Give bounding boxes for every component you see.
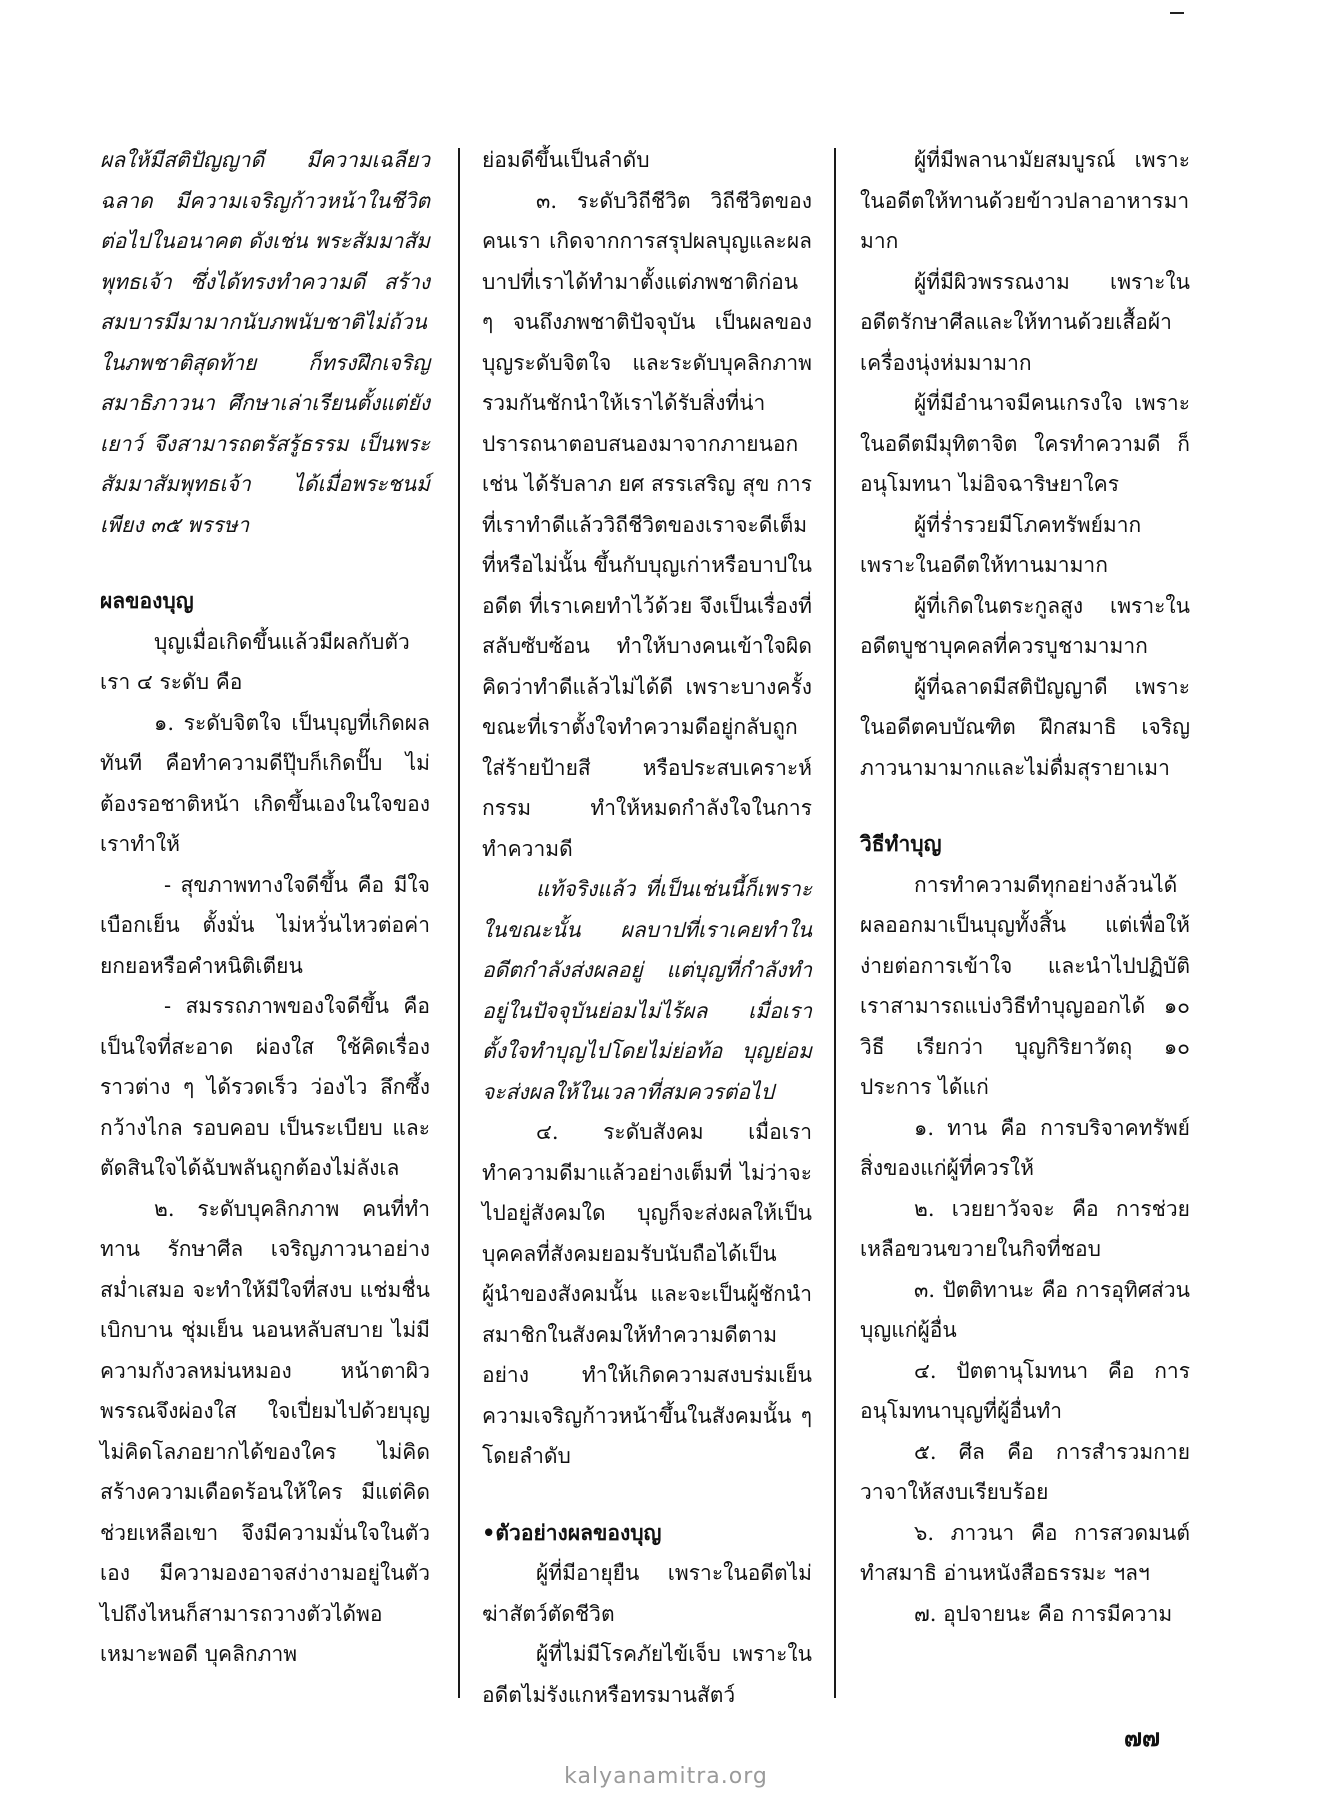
paragraph-level-3: ๓. ระดับวิถีชีวิต วิถีชีวิตของคนเรา เกิดจากการสรุปผลบุญและผลบาปที่เราได้ทำมาตั้งแต่ภพชาติก่อน ๆ จนถึงภพชาติปัจจุบัน เป็นผลของบุญระดับจิตใจ และระดับบุคลิกภาพ รวมกันชักนำให้เราได้รับสิ่งที่น่าปรารถนาตอบสนองมาจากภายนอก เช่น ได้รับลาภ ยศ สรรเสริญ สุข การที่เราทำดีแล้ววิถีชีวิตของเราจะดีเต็มที่หรือไม่นั้น ขึ้นกับบุญเก่าหรือบาปในอดีต ที่เราเคยทำไว้ด้วย จึงเป็นเรื่องที่สลับซับซ้อน ทำให้บางคนเข้าใจผิด คิดว่าทำดีแล้วไม่ได้ดี เพราะบางครั้งขณะที่เราตั้งใจทำความดีอยู่กลับถูกใส่ร้ายป้ายสี หรือประสบเคราะห์กรรม ทำให้หมดกำลังใจในการทำความดี — [482, 188, 812, 861]
page-number: ๗๗ — [1124, 1723, 1161, 1752]
heading-merit-results: ผลของบุญ — [100, 588, 194, 613]
paragraph-continued: ผลให้มีสติปัญญาดี มีความเฉลียวฉลาด มีความเจริญก้าวหน้าในชีวิตต่อไปในอนาคต ดังเช่น พระสัมมาสัมพุทธเจ้า ซึ่งได้ทรงทำความดี สร้างสมบารมีมามากนับภพนับชาติไม่ถ้วน ในภพชาติสุดท้าย ก็ทรงฝึกเจริญสมาธิภาวนา ศึกษาเล่าเรียนตั้งแต่ยังเยาว์ จึงสามารถตรัสรู้ธรรม เป็นพระสัมมาสัมพุทธเจ้า ได้เมื่อพระชนม์เพียง ๓๕ พรรษา — [100, 148, 430, 537]
paragraph-example-7: ผู้ที่เกิดในตระกูลสูง เพราะในอดีตบูชาบุคคลที่ควรบูชามามาก — [860, 593, 1190, 658]
paragraph-intro: บุญเมื่อเกิดขึ้นแล้วมีผลกับตัวเรา ๔ ระดับ คือ — [100, 629, 410, 694]
list-item-4: ๔. ปัตตานุโมทนา คือ การอนุโมทนาบุญที่ผู้อื่นทำ — [860, 1358, 1190, 1423]
list-item-5: ๕. ศีล คือ การสำรวมกายวาจาให้สงบเรียบร้อย — [860, 1439, 1190, 1504]
site-footer: kalyanamitra.org — [564, 1764, 768, 1789]
paragraph-continued: ย่อมดีขึ้นเป็นลำดับ — [482, 148, 650, 172]
paragraph-example-5: ผู้ที่มีอำนาจมีคนเกรงใจ เพราะในอดีตมีมุทิตาจิต ใครทำความดี ก็อนุโมทนา ไม่อิจฉาริษยาใคร — [860, 391, 1190, 496]
paragraph-bullet-1: - สุขภาพทางใจดีขึ้น คือ มีใจเบือกเย็น ตั้งมั่น ไม่หวั่นไหวต่อค่ายกยอหรือคำหนิติเตียน — [100, 872, 430, 978]
column-3 — [860, 140, 1190, 1634]
column-1 — [100, 140, 430, 1675]
list-item-7: ๗. อุปจายนะ คือ การมีความ — [914, 1601, 1173, 1626]
paragraph-methods-intro: การทำความดีทุกอย่างล้วนได้ผลออกมาเป็นบุญทั้งสิ้น แต่เพื่อให้ง่ายต่อการเข้าใจ และนำไปปฏิบัติ เราสามารถแบ่งวิธีทำบุญออกได้ ๑๐ วิธี เรียกว่า บุญกิริยาวัตถุ ๑๐ ประการ ได้แก่ — [860, 872, 1190, 1099]
column-divider — [458, 148, 460, 1698]
paragraph-example-8: ผู้ที่ฉลาดมีสติปัญญาดี เพราะในอดีตคบบัณฑิต ฝึกสมาธิ เจริญภาวนามามากและไม่ดื่มสุรายาเมา — [860, 674, 1190, 780]
paragraph-example-1: ผู้ที่มีอายุยืน เพราะในอดีตไม่ฆ่าสัตว์ตัดชีวิต — [482, 1561, 812, 1626]
list-item-6: ๖. ภาวนา คือ การสวดมนต์ ทำสมาธิ อ่านหนังสือธรรมะ ฯลฯ — [860, 1520, 1190, 1585]
paragraph-example-6: ผู้ที่ร่ำรวยมีโภคทรัพย์มาก เพราะในอดีตให้ทานมามาก — [860, 512, 1142, 577]
corner-mark — [1170, 12, 1184, 14]
paragraph-example-3: ผู้ที่มีพลานามัยสมบูรณ์ เพราะในอดีตให้ทานด้วยข้าวปลาอาหารมามาก — [860, 148, 1190, 253]
paragraph-level-4: ๔. ระดับสังคม เมื่อเราทำความดีมาแล้วอย่างเต็มที่ ไม่ว่าจะไปอยู่สังคมใด บุญก็จะส่งผลให้เป็นบุคคลที่สังคมยอมรับนับถือได้เป็นผู้นำของสังคมนั้น และจะเป็นผู้ชักนำสมาชิกในสังคมให้ทำความดีตามอย่าง ทำให้เกิดความสงบร่มเย็น ความเจริญก้าวหน้าขึ้นในสังคมนั้น ๆ โดยลำดับ — [482, 1120, 812, 1468]
list-item-2: ๒. เวยยาวัจจะ คือ การช่วยเหลือขวนขวายในกิจที่ชอบ — [860, 1196, 1190, 1261]
paragraph-italic-note: แท้จริงแล้ว ที่เป็นเช่นนี้ก็เพราะในขณะนั้น ผลบาปที่เราเคยทำในอดีตกำลังส่งผลอยู่ แต่บุญที่กำลังทำอยู่ในปัจจุบันย่อมไม่ไร้ผล เมื่อเราตั้งใจทำบุญไปโดยไม่ย่อท้อ บุญย่อมจะส่งผลให้ในเวลาที่สมควรต่อไป — [482, 877, 812, 1104]
paragraph-level-1: ๑. ระดับจิตใจ เป็นบุญที่เกิดผลทันที คือทำความดีปุ๊บก็เกิดปั๊บ ไม่ต้องรอชาติหน้า เกิดขึ้นเองในใจของเราทำให้ — [100, 710, 430, 856]
paragraph-bullet-2: - สมรรถภาพของใจดีขึ้น คือ เป็นใจที่สะอาด ผ่องใส ใช้คิดเรื่องราวต่าง ๆ ได้รวดเร็ว ว่องไว ลึกซึ้ง กว้างไกล รอบคอบ เป็นระเบียบ และตัดสินใจได้ฉับพลันถูกต้องไม่ลังเล — [100, 994, 430, 1180]
list-item-3: ๓. ปัตติทานะ คือ การอุทิศส่วนบุญแก่ผู้อื่น — [860, 1277, 1190, 1342]
heading-merit-examples: •ตัวอย่างผลของบุญ — [482, 1519, 662, 1545]
paragraph-example-2: ผู้ที่ไม่มีโรคภัยไข้เจ็บ เพราะในอดีตไม่รังแกหรือทรมานสัตว์ — [482, 1642, 812, 1707]
heading-merit-methods: วิธีทำบุญ — [860, 831, 942, 856]
paragraph-level-2: ๒. ระดับบุคลิกภาพ คนที่ทำทาน รักษาศีล เจริญภาวนาอย่างสม่ำเสมอ จะทำให้มีใจที่สงบ แช่มชื่น เบิกบาน ชุ่มเย็น นอนหลับสบาย ไม่มีความกังวลหม่นหมอง หน้าตาผิวพรรณจึงผ่องใส ใจเปี่ยมไปด้วยบุญ ไม่คิดโลภอยากได้ของใคร ไม่คิดสร้างความเดือดร้อนให้ใคร มีแต่คิดช่วยเหลือเขา จึงมีความมั่นใจในตัวเอง มีความองอาจสง่างามอยู่ในตัว ไปถึงไหนก็สามารถวางตัวได้พอเหมาะพอดี บุคลิกภาพ — [100, 1196, 430, 1666]
column-divider — [834, 148, 836, 1698]
list-item-1: ๑. ทาน คือ การบริจาคทรัพย์สิ่งของแก่ผู้ที่ควรให้ — [860, 1115, 1190, 1180]
column-2 — [482, 140, 812, 1715]
paragraph-example-4: ผู้ที่มีผิวพรรณงาม เพราะในอดีตรักษาศีลและให้ทานด้วยเสื้อผ้า เครื่องนุ่งห่มมามาก — [860, 269, 1190, 375]
